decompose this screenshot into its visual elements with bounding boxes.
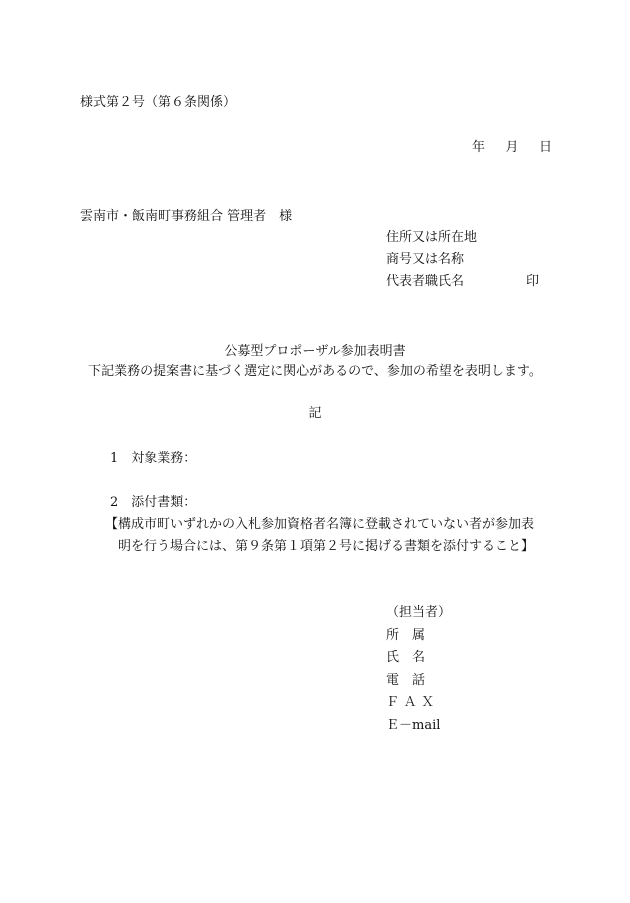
form-number: 様式第２号（第６条関係） [80, 95, 237, 110]
date-month-label: 月 [505, 140, 519, 155]
item-attachments: 2 添付書類： [110, 495, 197, 510]
item-target-work: 1 対象業務： [110, 451, 197, 466]
addressee: 雲南市・飯南町事務組合 管理者 様 [80, 209, 293, 224]
applicant-block [386, 229, 540, 295]
contact-fax-label: ＦＡＸ [386, 695, 439, 710]
document-title: 公募型プロポーザル参加表明書 [224, 344, 406, 359]
applicant-address-label: 住所又は所在地 [386, 230, 478, 245]
ki-heading: 記 [308, 406, 322, 421]
date-day-label: 日 [538, 140, 552, 155]
attachment-note-line2: 明を行う場合には、第９条第１項第２号に掲げる書類を添付すること】 [118, 539, 535, 554]
contact-phone-label: 電話 [386, 672, 439, 688]
attachment-note-line1: 【構成市町いずれかの入札参加資格者名簿に登載されていない者が参加表 [105, 517, 535, 532]
intro-statement: 下記業務の提案書に基づく選定に関心があるので、参加の希望を表明します。 [88, 364, 542, 379]
contact-block [386, 604, 451, 739]
date-year-label: 年 [472, 140, 486, 155]
contact-email-label: Ｅ－mail [386, 717, 441, 733]
applicant-representative-row [386, 273, 540, 295]
contact-name-label: 氏名 [386, 650, 439, 665]
date-line [472, 139, 552, 157]
seal-mark: 印 [526, 274, 540, 289]
contact-department-label: 所属 [386, 627, 439, 643]
applicant-name-label: 商号又は名称 [386, 252, 465, 267]
contact-heading: （担当者） [386, 605, 452, 620]
applicant-representative-label: 代表者職氏名 [386, 274, 465, 289]
